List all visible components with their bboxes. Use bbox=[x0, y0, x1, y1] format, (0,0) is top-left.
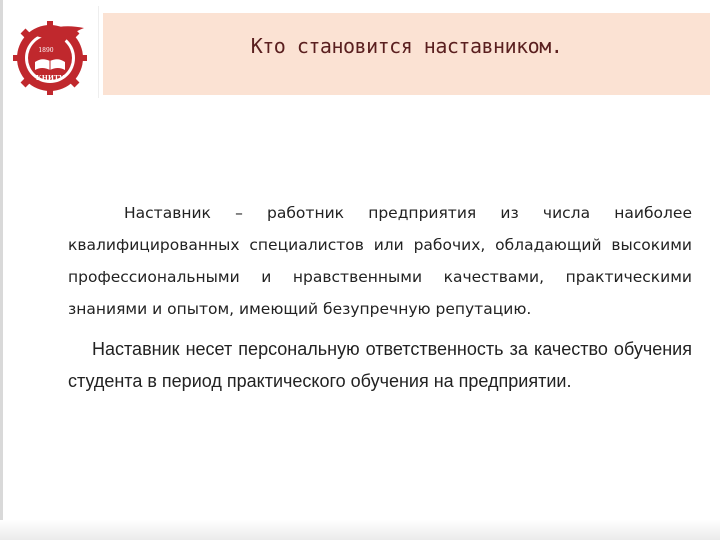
slide-title: Кто становится наставником. bbox=[250, 34, 563, 58]
logo-abbr: КНИТУ bbox=[35, 74, 65, 82]
paragraph-responsibility: Наставник несет персональную ответственность за качество обучения студента в период практического обучения на предприятии. bbox=[68, 339, 692, 391]
gear-emblem-icon bbox=[6, 6, 98, 98]
paragraph-definition: Наставник – работник предприятия из числа наиболее квалифицированных специалистов или рабочих, обладающий высокими профессиональными и нравственными качествами, практическими знаниями и опытом, имеющий безупречную репутацию. bbox=[68, 204, 692, 318]
logo-year: 1890 bbox=[38, 47, 54, 54]
left-rule bbox=[0, 0, 3, 540]
bottom-shadow bbox=[0, 520, 720, 540]
university-logo bbox=[6, 6, 99, 98]
